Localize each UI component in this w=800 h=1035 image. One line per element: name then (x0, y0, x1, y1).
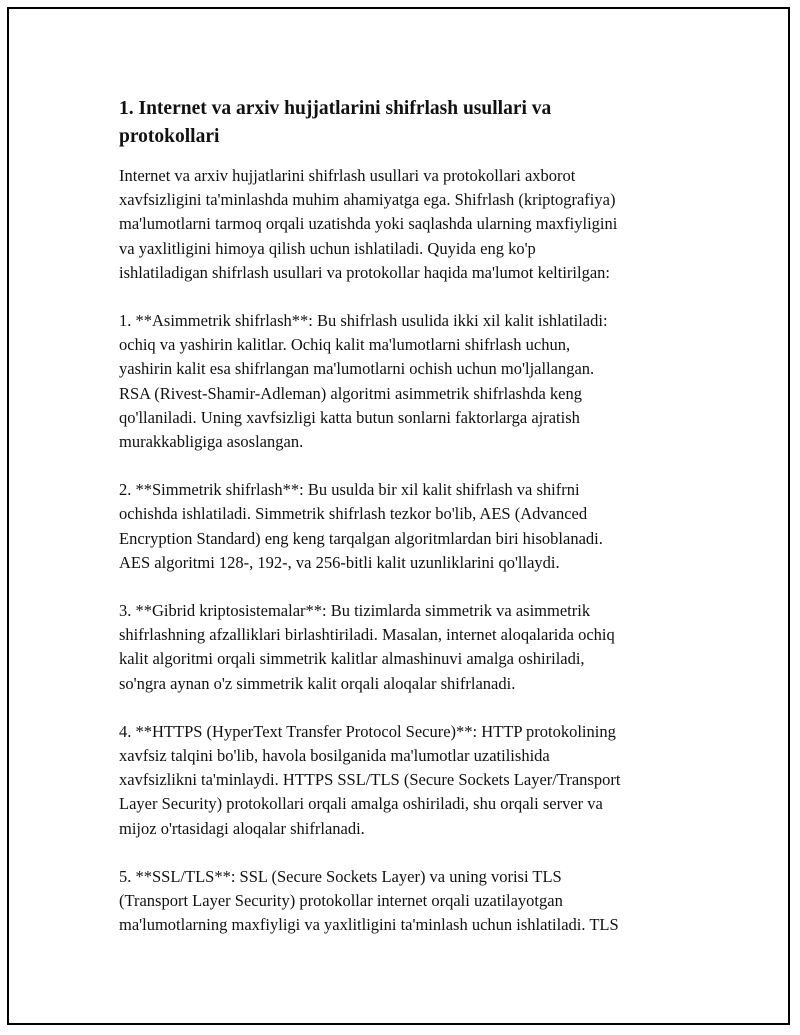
text-line: AES algoritmi 128-, 192-, va 256-bitli kalit uzunliklarini qo'llaydi. (119, 552, 560, 572)
text-line: shifrlashning afzalliklari birlashtiriladi. Masalan, internet aloqalarida ochiq (119, 625, 615, 645)
intro-paragraph (119, 164, 699, 285)
text-line: 1. **Asimmetrik shifrlash**: Bu shifrlash usulida ikki xil kalit ishlatiladi: (119, 311, 608, 331)
heading-line: protokollari (119, 126, 220, 147)
text-line: xavfsizlikni ta'minlaydi. HTTPS SSL/TLS (Secure Sockets Layer/Transport (119, 770, 621, 790)
text-line: yashirin kalit esa shifrlangan ma'lumotlarni ochish uchun mo'ljallangan. (119, 359, 595, 379)
text-line: 4. **HTTPS (HyperText Transfer Protocol Secure)**: HTTP protokolining (119, 721, 616, 741)
asymmetric-encryption-paragraph (119, 309, 699, 454)
text-line: Layer Security) protokollari orqali amalga oshiriladi, shu orqali server va (119, 794, 603, 814)
heading-line: 1. Internet va arxiv hujjatlarini shifrlash usullari va (119, 98, 552, 119)
text-line: murakkabligiga asoslangan. (119, 432, 304, 452)
text-line: 3. **Gibrid kriptosistemalar**: Bu tizimlarda simmetrik va asimmetrik (119, 601, 591, 621)
text-line: (Transport Layer Security) protokollar internet orqali uzatilayotgan (119, 891, 563, 911)
text-line: RSA (Rivest-Shamir-Adleman) algoritmi asimmetrik shifrlashda keng (119, 383, 582, 403)
text-line: va yaxlitligini himoya qilish uchun ishlatiladi. Quyida eng ko'p (119, 238, 536, 258)
text-line: ochishda ishlatiladi. Simmetrik shifrlash tezkor bo'lib, AES (Advanced (119, 504, 588, 524)
text-line: xavfsiz talqini bo'lib, havola bosilganida ma'lumotlar uzatilishida (119, 746, 550, 766)
text-line: so'ngra aynan o'z simmetrik kalit orqali aloqalar shifrlanadi. (119, 673, 516, 693)
document-page (7, 7, 790, 1025)
text-line: 5. **SSL/TLS**: SSL (Secure Sockets Layer) va uning vorisi TLS (119, 866, 562, 886)
text-line: kalit algoritmi orqali simmetrik kalitlar almashinuvi amalga oshiriladi, (119, 649, 585, 669)
text-line: ma'lumotlarning maxfiyligi va yaxlitligini ta'minlash uchun ishlatiladi. TLS (119, 915, 619, 935)
document-content (119, 95, 699, 961)
text-line: xavfsizligini ta'minlashda muhim ahamiyatga ega. Shifrlash (kriptografiya) (119, 190, 616, 210)
text-line: qo'llaniladi. Uning xavfsizligi katta butun sonlarni faktorlarga ajratish (119, 407, 580, 427)
text-line: 2. **Simmetrik shifrlash**: Bu usulda bir xil kalit shifrlash va shifrni (119, 480, 580, 500)
section-heading (119, 95, 699, 151)
hybrid-cryptosystems-paragraph (119, 599, 699, 696)
text-line: ishlatiladigan shifrlash usullari va protokollar haqida ma'lumot keltirilgan: (119, 262, 610, 282)
text-line: mijoz o'rtasidagi aloqalar shifrlanadi. (119, 818, 365, 838)
symmetric-encryption-paragraph (119, 478, 699, 575)
text-line: Internet va arxiv hujjatlarini shifrlash usullari va protokollari axborot (119, 166, 576, 185)
text-line: ochiq va yashirin kalitlar. Ochiq kalit ma'lumotlarni shifrlash uchun, (119, 335, 571, 355)
https-paragraph (119, 720, 699, 841)
text-line: Encryption Standard) eng keng tarqalgan algoritmlardan biri hisoblanadi. (119, 528, 603, 548)
ssl-tls-paragraph (119, 865, 699, 938)
text-line: ma'lumotlarni tarmoq orqali uzatishda yoki saqlashda ularning maxfiyligini (119, 214, 618, 234)
